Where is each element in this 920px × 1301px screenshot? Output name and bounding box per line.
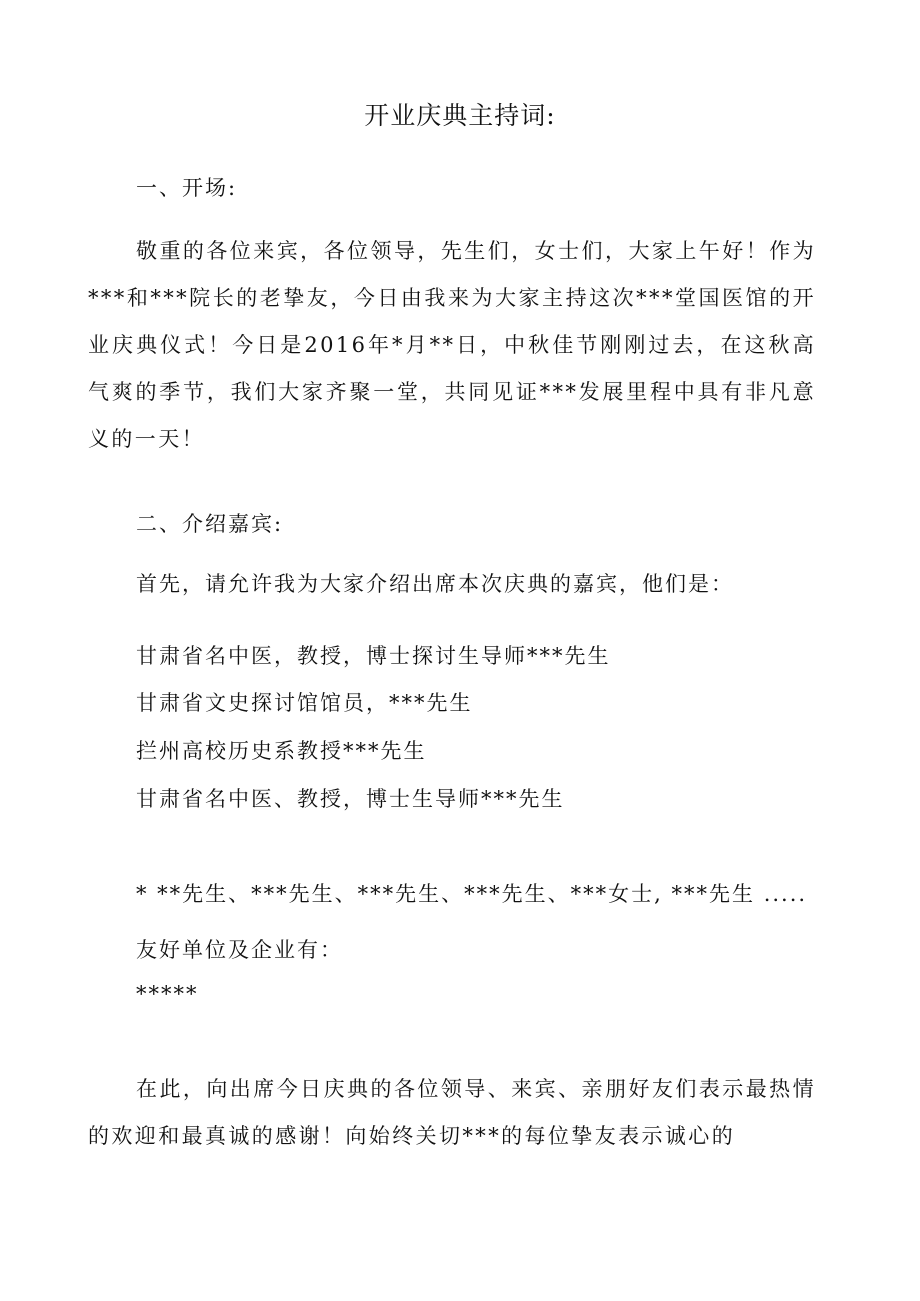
document-title: 开业庆典主持词: — [364, 101, 556, 130]
section-heading-opening: 一、开场: — [136, 176, 238, 200]
opening-paragraph: 敬重的各位来宾，各位领导，先生们，女士们，大家上午好！作为***和***院长的老挚友，今日由我来为大家主持这次***堂国医馆的开业庆典仪式！今日是2016年*月**日，中秋佳节刚刚过去，在这秋高气爽的季节，我们大家齐聚一堂，共同见证***发展里程中具有非凡意义的一天！ — [88, 239, 816, 451]
welcome-paragraph: 在此，向出席今日庆典的各位领导、来宾、亲朋好友们表示最热情的欢迎和最真诚的感谢！向始终关切***的每位挚友表示诚心的 — [88, 1077, 816, 1148]
additional-guests: * **先生、***先生、***先生、***先生、***女士, ***先生 ..... — [136, 882, 808, 906]
section-heading-guests: 二、介绍嘉宾: — [136, 512, 284, 536]
guest-list-item: 甘肃省文史探讨馆馆员，***先生 — [136, 691, 473, 715]
guest-list-item: 拦州高校历史系教授***先生 — [136, 739, 427, 763]
guest-list-item: 甘肃省名中医，教授，博士探讨生导师***先生 — [136, 644, 611, 668]
partner-units-value: ***** — [136, 982, 199, 1006]
guest-list-item: 甘肃省名中医、教授，博士生导师***先生 — [136, 787, 565, 811]
guest-intro-text: 首先，请允许我为大家介绍出席本次庆典的嘉宾，他们是： — [136, 572, 734, 596]
partner-units-label: 友好单位及企业有： — [136, 938, 343, 962]
